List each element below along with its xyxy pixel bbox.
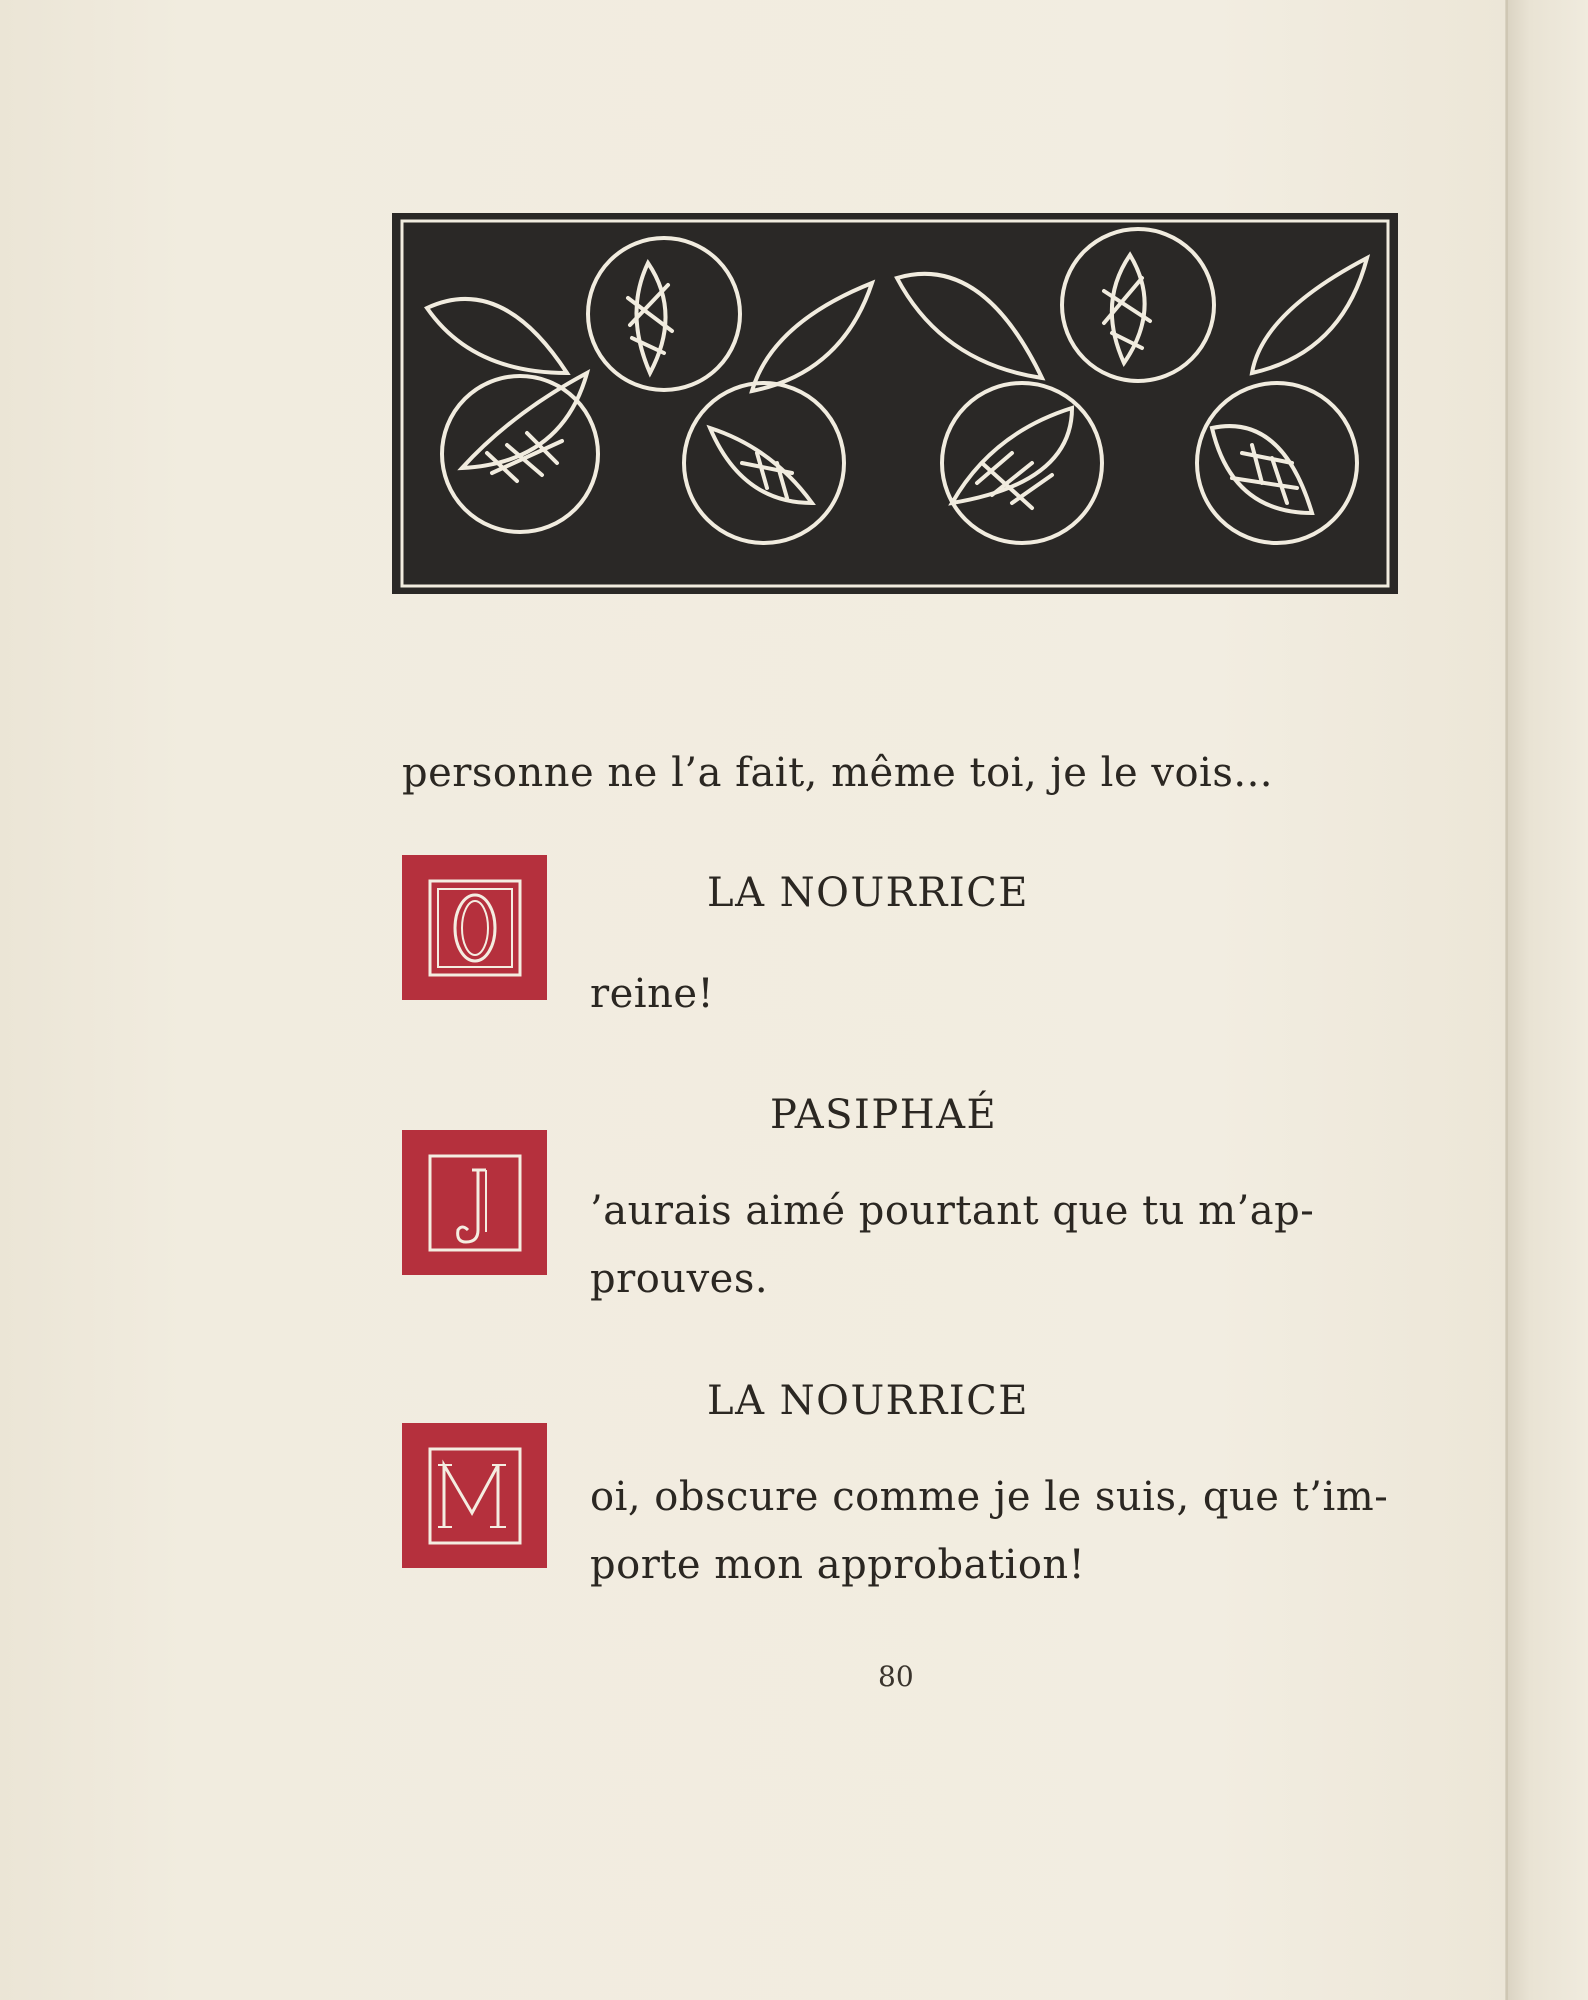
dialogue-line: oi, obscure comme je le suis, que t’im- bbox=[590, 1474, 1389, 1520]
speaker-heading: PASIPHAÉ bbox=[770, 1092, 998, 1138]
drop-cap-initial bbox=[402, 1130, 547, 1275]
drop-cap-initial bbox=[402, 1423, 547, 1568]
woodcut-illustration bbox=[392, 213, 1398, 594]
dialogue-line: porte mon approbation! bbox=[590, 1542, 1086, 1588]
dialogue-line: ’aurais aimé pourtant que tu m’ap- bbox=[590, 1188, 1315, 1234]
drop-cap-initial bbox=[402, 855, 547, 1000]
page-number: 80 bbox=[878, 1660, 914, 1693]
dialogue-line: reine! bbox=[590, 971, 715, 1017]
book-gutter bbox=[1505, 0, 1588, 2000]
verse-line: personne ne l’a fait, même toi, je le vois... bbox=[402, 750, 1273, 796]
speaker-heading: LA NOURRICE bbox=[707, 1378, 1030, 1424]
speaker-heading: LA NOURRICE bbox=[707, 870, 1030, 916]
gutter-edge bbox=[1506, 0, 1508, 2000]
dialogue-line: prouves. bbox=[590, 1256, 769, 1302]
